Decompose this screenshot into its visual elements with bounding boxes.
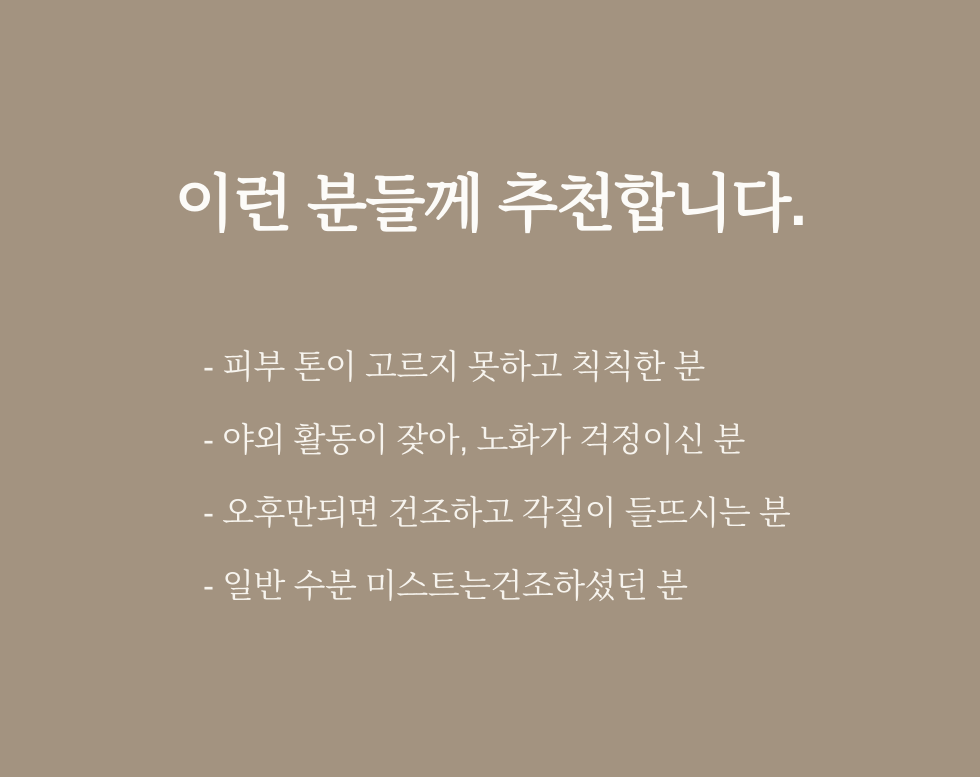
recommendation-list [203,330,920,622]
page-title: 이런 분들께 추천합니다. [174,170,806,239]
recommendation-item: - 일반 수분 미스트는건조하셨던 분 [203,567,688,604]
recommendation-item: - 오후만되면 건조하고 각질이 들뜨시는 분 [203,494,791,531]
recommendation-item: - 피부 톤이 고르지 못하고 칙칙한 분 [203,348,705,385]
recommendation-item: - 야외 활동이 잦아, 노화가 걱정이신 분 [203,421,745,458]
